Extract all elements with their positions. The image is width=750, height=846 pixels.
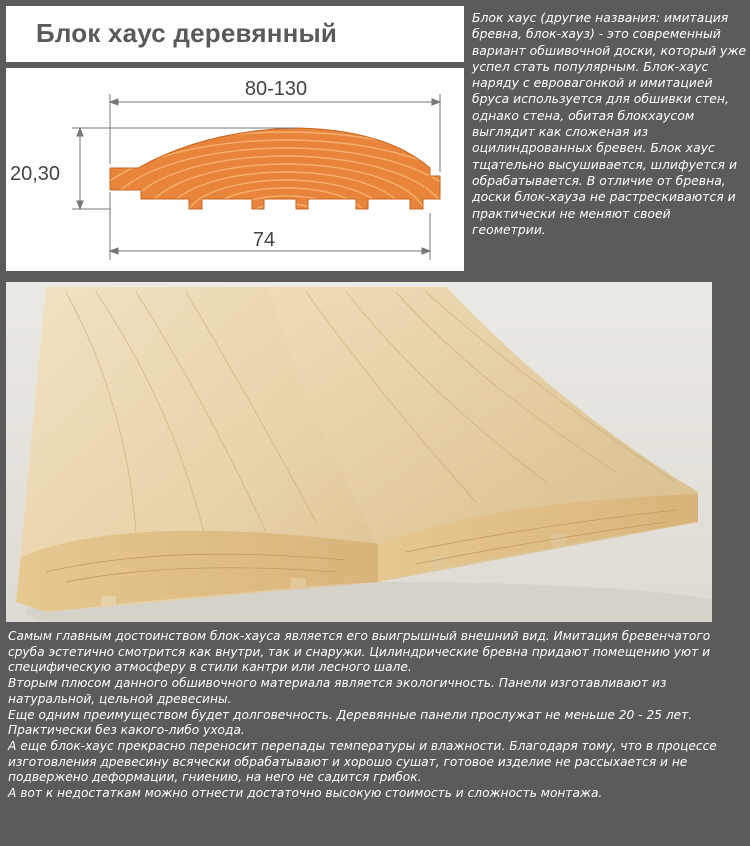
product-photo — [6, 282, 712, 622]
product-photo-svg — [6, 282, 712, 622]
profile-diagram — [6, 68, 464, 271]
title-banner — [6, 6, 464, 62]
page-title: Блок хаус деревянный — [36, 18, 338, 48]
paragraph: Вторым плюсом данного обшивочного материала является экологичность. Панели изготавливают из натуральной, цельной древесины. — [8, 676, 667, 706]
main-text — [8, 629, 750, 802]
paragraph: А вот к недостаткам можно отнести достаточно высокую стоимость и сложность монтажа. — [8, 786, 603, 801]
base-label: 74 — [252, 229, 276, 251]
paragraph: Самым главным достоинством блок-хауса является его выигрышный внешний вид. Имитация бревенчатого сруба эстетично смотрится как внутри, так и снаружи. Цилиндрические бревна придают помещению уют и специфическую атмосферу в стили кантри или лесного шале. — [8, 629, 711, 675]
paragraph: Еще одним преимуществом будет долговечность. Деревянные панели прослужат не меньше 20 - 25 лет. Практически без какого-либо ухода. — [8, 707, 693, 738]
profile-diagram-svg — [6, 68, 464, 271]
intro-text: Блок хаус (другие названия: имитация бревна, блок-хауз) - это современный вариант обшивочной доски, который уже успел стать популярным. Блок-хаус наряду с евровагонкой и имитацией бруса используется для обшивки стен, однако стена, обитая блокхаусом выглядит как сложеная из оцилиндрованных бревен. Блок хаус тщательно высушивается, шлифуется и обрабатывается. В отличие от бревна, доски блок-хауза не растрескиваются и практически не меняют своей геометрии. — [472, 10, 747, 237]
paragraph: А еще блок-хаус прекрасно переносит перепады температуры и влажности. Благодаря тому, что в процессе изготовления древесину всячески обрабатывают и хорошо сушат, готовое изделие не рассыхается и не подвержено деформации, гниению, на него не садится грибок. — [8, 738, 717, 785]
width-label: 80-130 — [244, 78, 308, 100]
height-label: 20,30 — [10, 163, 61, 185]
